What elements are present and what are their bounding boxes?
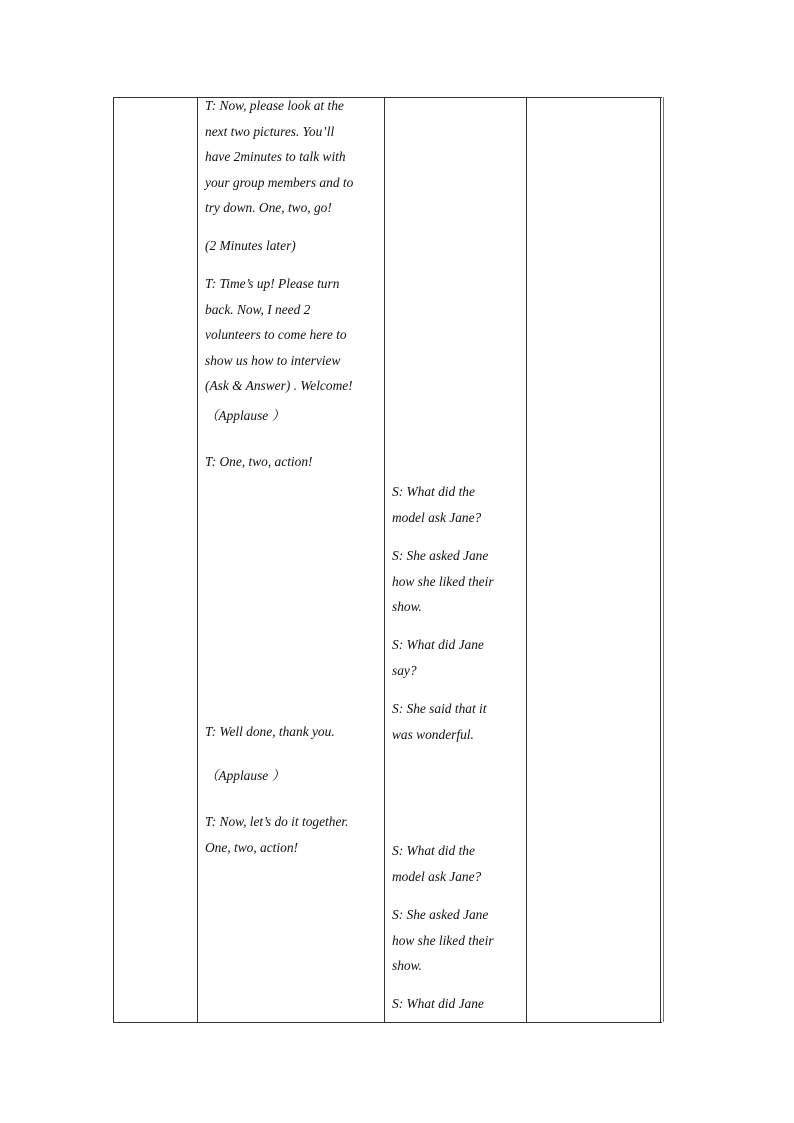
text-line: how she liked their — [392, 573, 494, 589]
teacher-volunteer-block — [205, 271, 353, 399]
text-line: S: What did Jane — [392, 637, 484, 652]
text-line: was wonderful. — [392, 726, 474, 742]
text-line: model ask Jane? — [392, 509, 482, 525]
stage-note: (2 Minutes later) — [205, 238, 296, 253]
student-answer — [392, 696, 486, 747]
column-divider — [660, 97, 661, 1022]
text-line: have 2minutes to talk with — [205, 149, 346, 164]
text-line: S: What did the — [392, 484, 475, 499]
text-line: say? — [392, 662, 417, 678]
text-line: (Ask & Answer) . Welcome! — [205, 378, 353, 393]
text-line: S: She said that it — [392, 701, 487, 716]
text-line: back. Now, I need 2 — [205, 301, 311, 317]
text-line: S: She asked Jane — [392, 907, 489, 922]
student-answer — [392, 902, 494, 979]
text-line: next two pictures. You’ll — [205, 123, 335, 139]
text-line: T: Time’s up! Please turn — [205, 276, 340, 291]
column-divider — [384, 97, 385, 1022]
student-question — [392, 632, 484, 683]
text-line: show. — [392, 958, 422, 973]
column-divider — [197, 97, 198, 1022]
table-edge-line — [663, 97, 664, 1022]
text-line: S: What did the — [392, 843, 475, 858]
student-question — [392, 479, 481, 530]
student-question — [392, 991, 484, 1017]
text-line: One, two, action! — [205, 839, 298, 855]
text-line: how she liked their — [392, 932, 494, 948]
text-line: show. — [392, 599, 422, 614]
text-line: model ask Jane? — [392, 868, 482, 884]
text-line: T: Now, let’s do it together. — [205, 814, 349, 829]
lesson-table — [113, 97, 662, 1023]
teacher-together-block — [205, 809, 348, 860]
text-line: S: She asked Jane — [392, 548, 489, 563]
text-line: your group members and to — [205, 174, 354, 190]
stage-note-applause: （Applause ） — [205, 408, 285, 423]
text-line: show us how to interview — [205, 352, 341, 368]
teacher-praise-line: T: Well done, thank you. — [205, 724, 335, 739]
teacher-instruction-block — [205, 93, 353, 221]
text-line: volunteers to come here to — [205, 327, 347, 342]
student-question — [392, 838, 481, 889]
text-line: try down. One, two, go! — [205, 200, 332, 215]
text-line: T: Now, please look at the — [205, 98, 344, 113]
text-line: S: What did Jane — [392, 996, 484, 1011]
teacher-action-line: T: One, two, action! — [205, 454, 313, 469]
column-divider — [526, 97, 527, 1022]
stage-note-applause: （Applause ） — [205, 768, 285, 783]
student-answer — [392, 543, 494, 620]
